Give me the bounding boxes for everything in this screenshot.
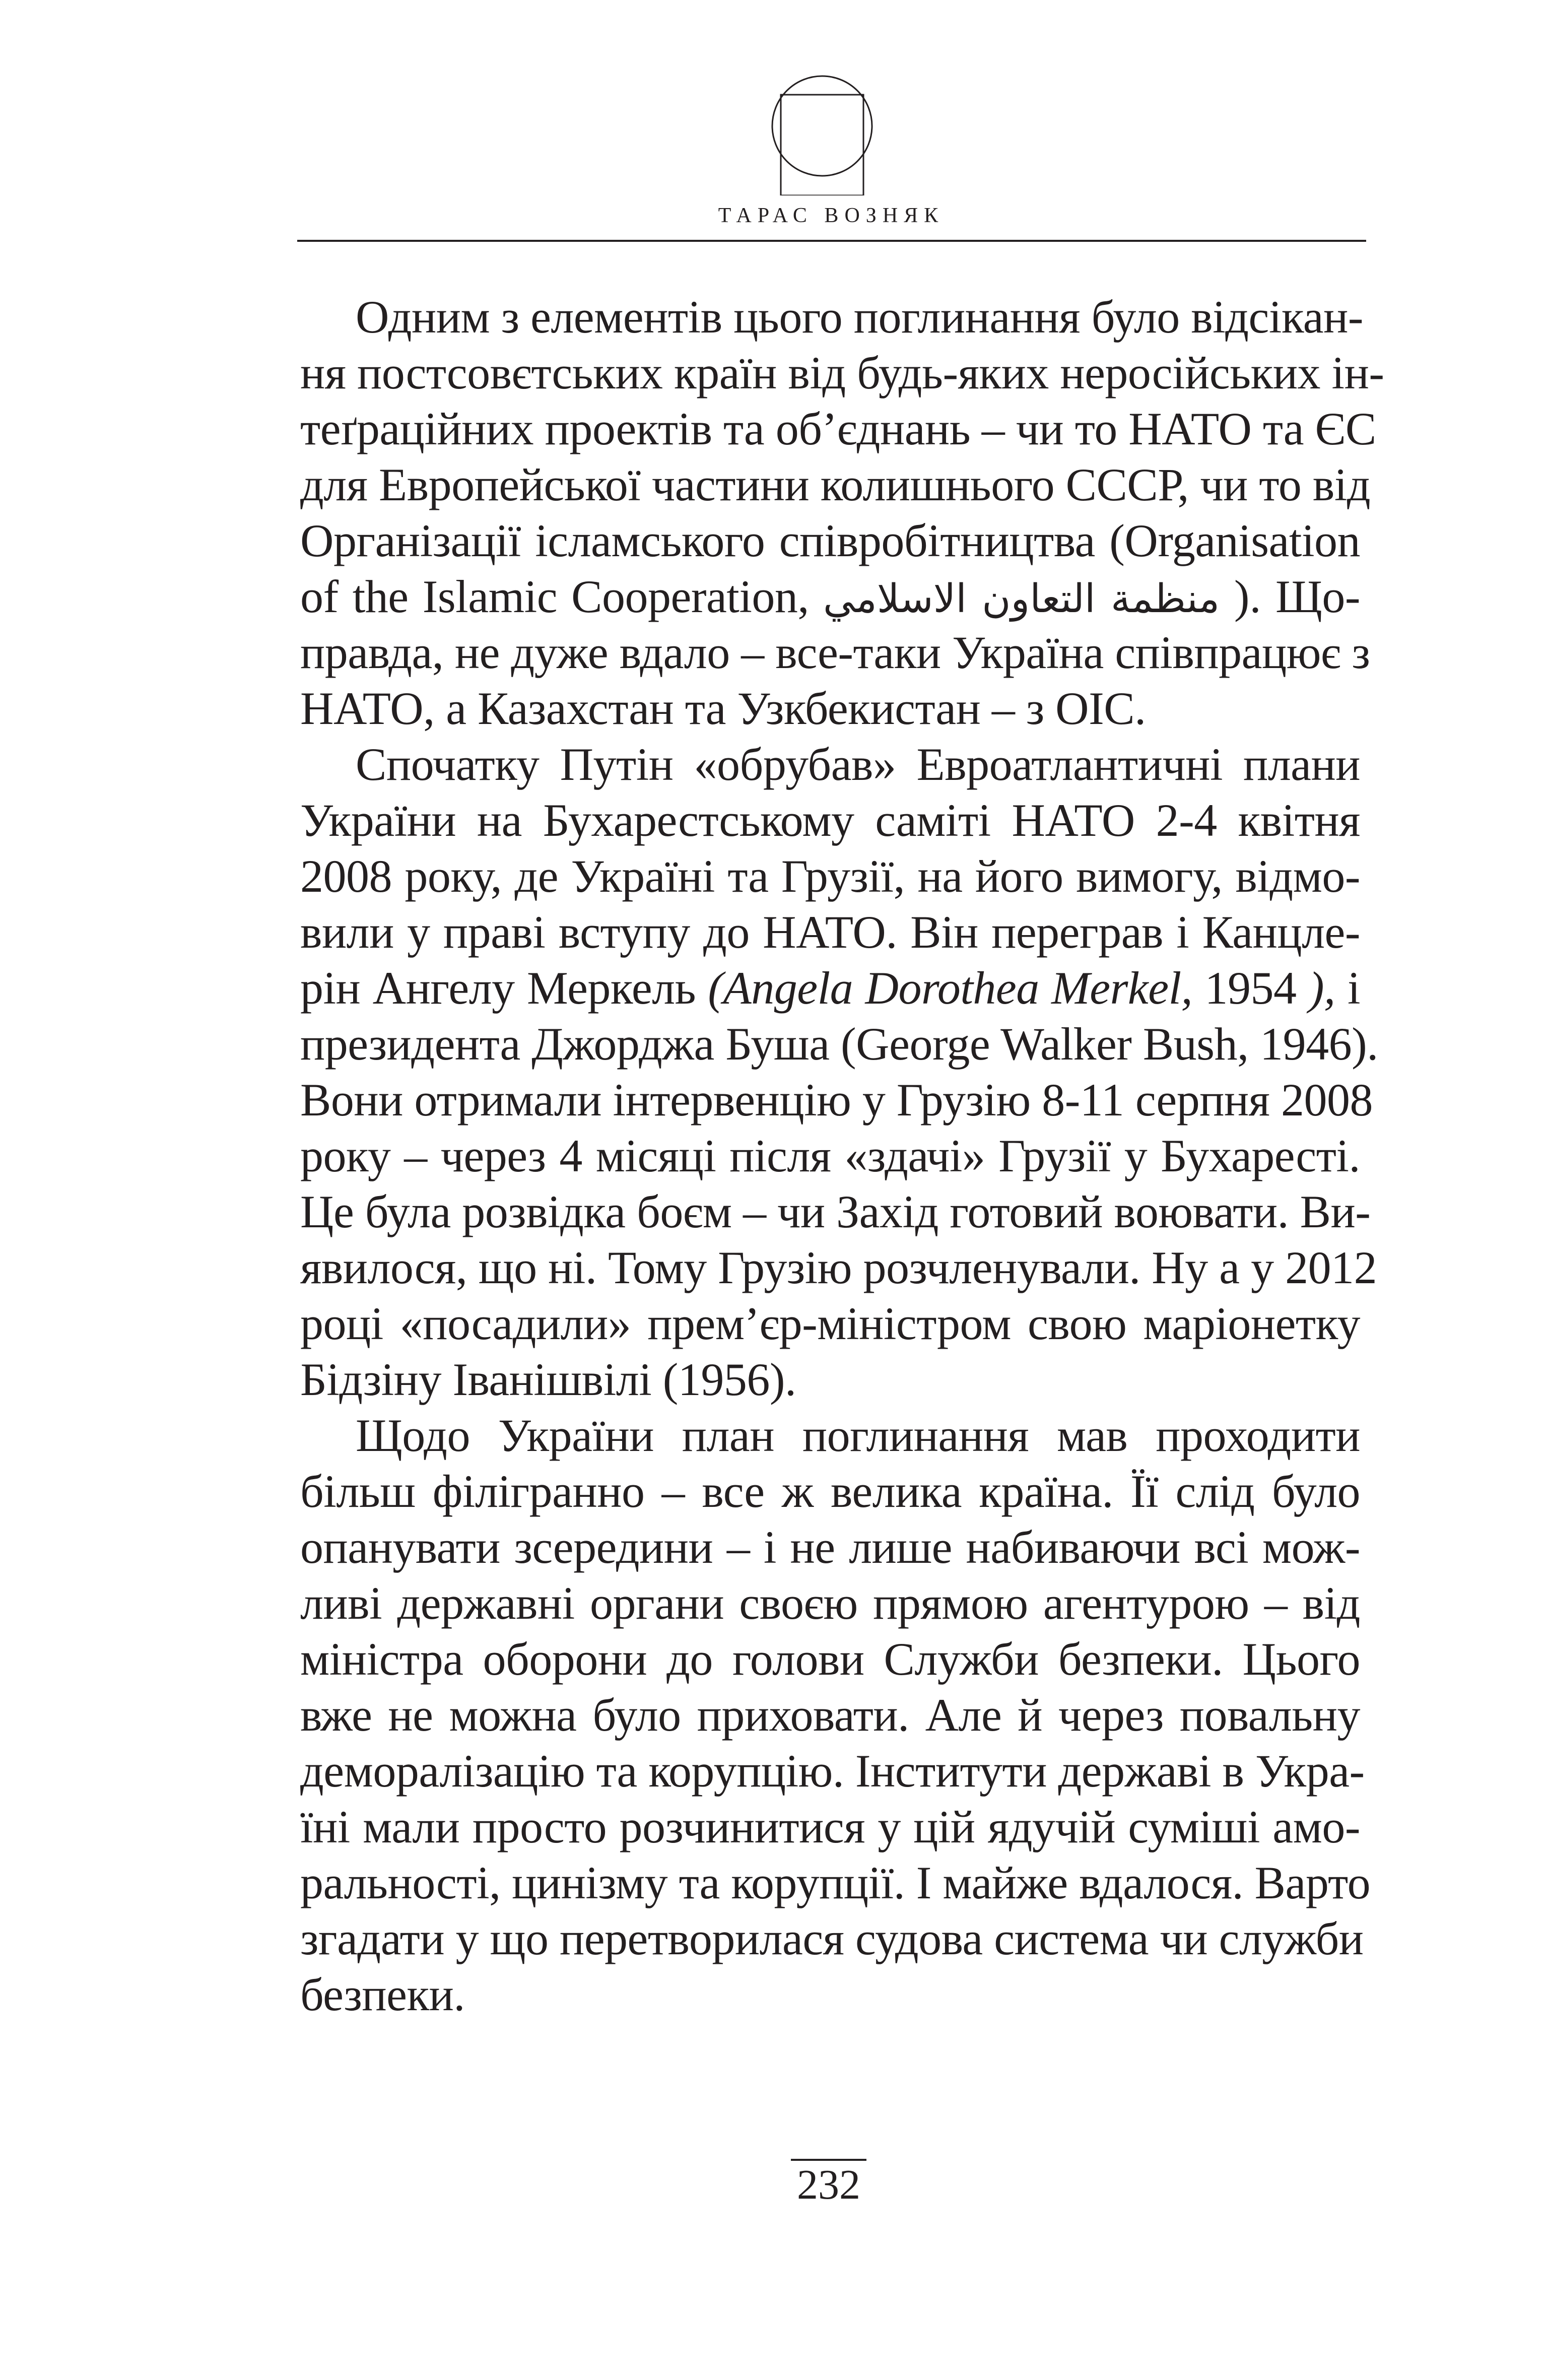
italic-paren: ), [1308,962,1335,1014]
text-line [300,569,1360,625]
text-segment: і [1347,962,1361,1014]
text-segment: ). Що- [1234,571,1360,622]
text-line: Організації ісламського співробітництва (Organisation [300,515,1360,566]
text-line: ральності, цинізму та корупції. І майже вдалося. Варто [300,1857,1371,1908]
text-line: ня постсовєтських країн від будь-яких неросійських ін- [300,347,1384,399]
page-number: 232 [797,2161,860,2208]
text-line: безпеки. [300,1969,465,2020]
text-line: України на Бухарестському саміті НАТО 2-4 квітня [300,795,1360,846]
text-line: опанувати зсередини – і не лише набиваючи всі мож- [300,1522,1360,1573]
text-line: їні мали просто розчинитися у цій ядучій суміші амо- [300,1801,1360,1853]
text-line: Одним з елементів цього поглинання було відсікан- [356,291,1363,343]
text-line: згадати у що перетворилася судова система чи служби [300,1913,1364,1964]
text-line: 2008 року, де Україні та Грузії, на його вимогу, відмо- [300,850,1360,902]
text-line: Це була розвідка боєм – чи Захід готовий воювати. Ви- [300,1186,1371,1237]
running-header-author: ТАРАС ВОЗНЯК [718,204,945,227]
body-text [300,289,1384,2023]
text-line: Бідзіну Іванішвілі (1956). [300,1354,796,1405]
text-line: явилося, що ні. Тому Грузію розчленували. Ну а у 2012 [300,1242,1377,1293]
text-line [300,960,1360,1016]
text-line: року – через 4 місяці після «здачі» Грузії у Бухаресті. [300,1130,1360,1181]
paragraph-3 [300,1408,1371,2023]
header-rule [297,240,1366,242]
text-line: році «посадили» прем’єр-міністром свою маріонетку [300,1298,1360,1349]
text-line: президента Джорджа Буша (George Walker Bush, 1946). [300,1018,1378,1070]
text-segment: of the Islamic Cooperation, [300,571,824,622]
page-number-block [791,2159,866,2208]
text-line: Вони отримали інтервенцію у Грузію 8-11 серпня 2008 [300,1074,1373,1126]
paragraph-2 [300,737,1378,1408]
text-line: для Европейської частини колишнього СССР, чи то від [300,459,1371,510]
text-line: вже не можна було приховати. Але й через повальну [300,1689,1360,1741]
text-line: деморалізацію та корупцію. Інститути державі в Укра- [300,1745,1365,1797]
text-line: правда, не дуже вдало – все-таки Україна співпрацює з [300,627,1370,678]
text-line: Щодо України план поглинання мав проходити [356,1410,1360,1461]
text-line: більш філігранно – все ж велика країна. Її слід було [300,1466,1360,1517]
arabic-organisation-name: منظمة التعاون الاسلامي [823,576,1220,622]
text-line: теґраційних проектів та об’єднань – чи то НАТО та ЄС [300,403,1376,454]
paragraph-1 [300,289,1384,737]
text-line: міністра оборони до голови Служби безпеки. Цього [300,1633,1360,1685]
text-line: НАТО, а Казахстан та Узкбекистан – з OIC. [300,683,1146,734]
circle-square-logo-icon [771,75,873,195]
page-number-rule [791,2159,866,2161]
text-segment: рін Ангелу Меркель [300,962,708,1014]
text-line: вили у праві вступу до НАТО. Він переграв і Канцле- [300,906,1360,958]
text-segment: 1954 [1204,962,1297,1014]
text-line: Спочатку Путін «обрубав» Евроатлантичні плани [356,739,1360,790]
italic-name: (Angela Dorothea Merkel, [708,962,1193,1014]
text-line: ливі державні органи своєю прямою агентурою – від [300,1577,1360,1629]
